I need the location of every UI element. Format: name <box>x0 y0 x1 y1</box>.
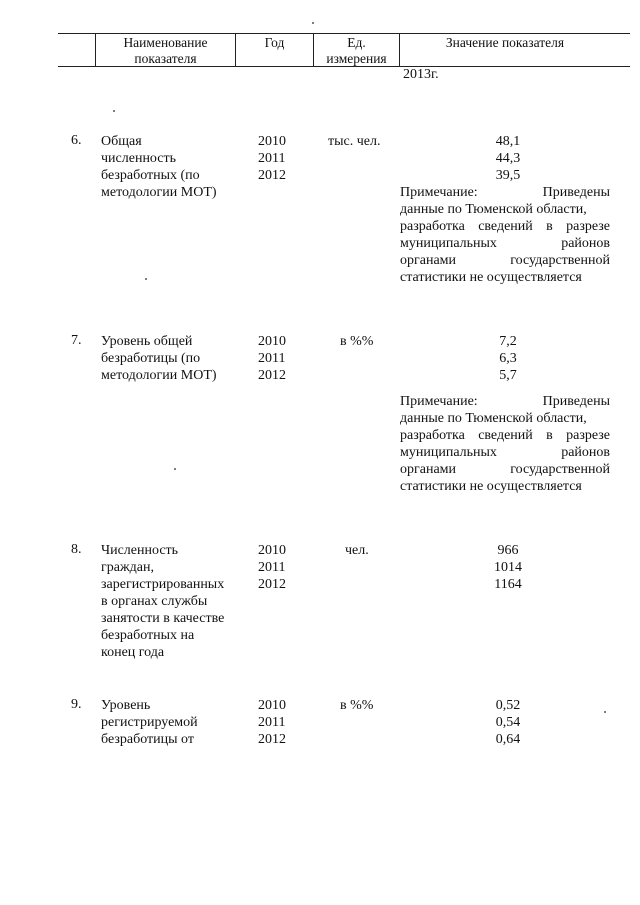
scan-speck <box>145 278 147 280</box>
note: Примечание: Приведены данные по Тюменской области, разработка сведений в разрезе муниципальных районов органами государственной статистики не осуществляется <box>400 394 610 494</box>
values: 48,1 44,3 39,5 <box>495 134 521 183</box>
scan-speck <box>312 22 314 24</box>
unit: в %% <box>340 334 374 349</box>
unit: в %% <box>340 698 374 713</box>
years: 2010 2011 2012 <box>258 543 286 592</box>
years: 2010 2011 2012 <box>258 334 286 383</box>
values: 0,52 0,54 0,64 <box>495 698 521 747</box>
years: 2010 2011 2012 <box>258 134 286 183</box>
row-number: 9. <box>71 697 82 712</box>
indicator-name: Уровень регистрируемой безработицы от <box>101 698 198 747</box>
header-unit-col: Ед. измерения <box>326 35 387 66</box>
unit: тыс. чел. <box>328 134 381 149</box>
values: 7,2 6,3 5,7 <box>499 334 517 383</box>
years: 2010 2011 2012 <box>258 698 286 747</box>
values: 966 1014 1164 <box>494 543 522 592</box>
row-number: 8. <box>71 542 82 557</box>
row-number: 7. <box>71 333 82 348</box>
note: Примечание: Приведены данные по Тюменской области, разработка сведений в разрезе муниципальных районов органами государственной статистики не осуществляется <box>400 185 610 285</box>
scan-speck <box>604 711 606 713</box>
row-number: 6. <box>71 133 82 148</box>
indicator-name: Численность граждан, зарегистрированных в органах службы занятости в качестве безработных на конец года <box>101 543 225 660</box>
unit: чел. <box>345 543 369 558</box>
carryover-value: 2013г. <box>403 67 439 82</box>
indicator-name: Общая численность безработных (по методологии МОТ) <box>101 134 217 200</box>
scan-speck <box>174 468 176 470</box>
indicator-name: Уровень общей безработицы (по методологии МОТ) <box>101 334 217 383</box>
header-top-rule <box>58 33 630 34</box>
header-year-col: Год <box>264 35 285 50</box>
header-name-col: Наименование показателя <box>123 35 208 66</box>
header-value-col: Значение показателя <box>445 35 565 50</box>
scan-speck <box>113 110 115 112</box>
